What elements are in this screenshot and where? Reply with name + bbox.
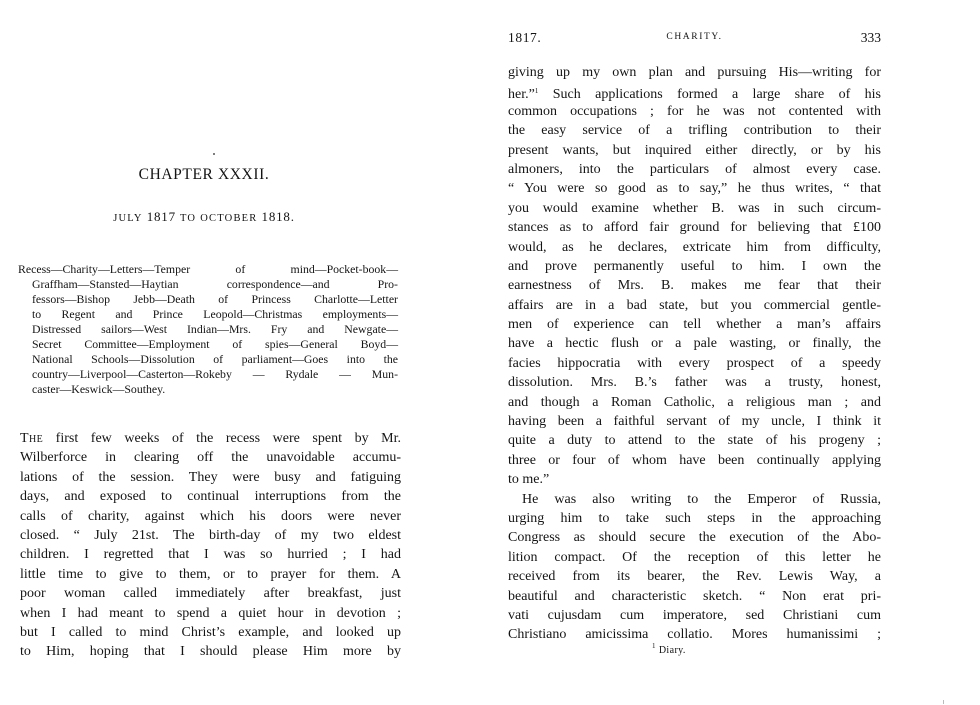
- body-line: lition compact. Of the reception of this letter he: [508, 549, 881, 565]
- date-year-end: 1818.: [261, 209, 295, 224]
- footnote-reference: 1: [534, 87, 539, 96]
- chapter-title: CHAPTER XXXII.: [138, 166, 270, 183]
- chapter-synopsis: [18, 262, 398, 397]
- body-line: He was also writing to the Emperor of Russia,: [522, 491, 881, 507]
- body-line: to me.”: [508, 472, 550, 488]
- left-body-text: [20, 429, 401, 662]
- body-line: facies hippocratia with every prospect of a speedy: [508, 355, 881, 371]
- body-line: dissolution. Mrs. B.’s father was a trusty, honest,: [508, 375, 881, 391]
- body-line: children. I regretted that I was so hurried ; I had: [20, 547, 401, 563]
- date-year-start: 1817: [146, 209, 176, 224]
- body-line: three or four of whom have been continually applying: [508, 452, 881, 468]
- printer-dot: [213, 153, 215, 155]
- date-month-end: OCTOBER: [200, 213, 258, 224]
- synopsis-line: National Schools—Dissolution of parliament—Goes into the: [32, 352, 398, 366]
- body-line: to Him, hoping that I should please Him more by: [20, 644, 401, 660]
- body-line: poor woman called immediately after breakfast, just: [20, 586, 401, 602]
- opening-word: The: [20, 431, 44, 446]
- synopsis-line: Graffham—Stansted—Haytian correspondence—and Pro-: [32, 277, 398, 291]
- body-line: lations of the session. They were busy and fatiguing: [20, 469, 401, 485]
- synopsis-line: fessors—Bishop Jebb—Death of Princess Charlotte—Letter: [32, 292, 398, 306]
- body-line: when I had meant to spend a quiet hour in devotion ;: [20, 605, 401, 621]
- body-line: stances as to afford fair ground for believing that £100: [508, 220, 881, 236]
- body-line: have a hectic flush or a pale wasting, or finally, the: [508, 336, 881, 352]
- footnote-marker: 1: [652, 642, 656, 650]
- body-line-end: Such applications formed a large share of his: [538, 87, 881, 103]
- body-line: affairs are in a bad state, but you commercial gentle-: [508, 297, 881, 313]
- body-line: urging him to take such steps in the approaching: [508, 510, 881, 526]
- date-month-start: JULY: [113, 213, 143, 224]
- body-line: you would examine whether B. was in such circum-: [508, 200, 881, 216]
- body-line: received from its bearer, the Rev. Lewis Way, a: [508, 569, 881, 585]
- scan-edge-mark: [943, 700, 944, 704]
- footnote-text: Diary.: [658, 645, 686, 656]
- body-line: “ You were so good as to say,” he thus writes, “ that: [508, 181, 881, 197]
- running-head-year: 1817.: [508, 30, 542, 45]
- running-head-title: CHARITY.: [666, 32, 723, 42]
- synopsis-line: Secret Committee—Employment of spies—General Boyd—: [32, 337, 398, 351]
- body-line: Congress as should secure the execution of the Abo-: [508, 530, 881, 546]
- body-line: giving up my own plan and pursuing His—writing for: [508, 65, 881, 80]
- body-line: common occupations ; for he was not contented with: [508, 103, 881, 119]
- body-line: vati cujusdam cum imperatore, sed Christiani cum: [508, 607, 881, 623]
- body-line: calls of charity, against which his doors were never: [20, 508, 401, 524]
- body-line: [20, 429, 401, 448]
- body-line: would, as he declares, extricate him from difficulty,: [508, 239, 881, 255]
- body-line: the easy service of a trifling contribution to their: [508, 123, 881, 139]
- right-page: [490, 0, 980, 705]
- body-line-start: her.”: [508, 87, 535, 103]
- body-line: but I called to mind Christ’s example, and looked up: [20, 624, 401, 640]
- body-line: quite a duty to attend to the state of his progeny ;: [508, 433, 881, 449]
- body-line: almoners, into the particulars of almost every case.: [508, 161, 881, 177]
- body-line: [508, 82, 881, 101]
- body-line: Christiano amicissima collatio. Mores humanissimi ;: [508, 627, 881, 643]
- body-line: little time to give to them, or to prayer for them. A: [20, 566, 401, 582]
- body-line: present wants, but inquired either directly, or by his: [508, 142, 881, 158]
- synopsis-line: caster—Keswick—Southey.: [32, 382, 166, 396]
- date-to: TO: [179, 213, 197, 224]
- footnote: [652, 642, 686, 656]
- page-number: 333: [860, 30, 881, 45]
- body-line: days, and exposed to continual interruptions from the: [20, 489, 401, 505]
- body-line: and though a Roman Catholic, a religious man ; and: [508, 394, 881, 410]
- synopsis-line: to Regent and Prince Leopold—Christmas employments—: [32, 307, 398, 321]
- running-head: [508, 30, 881, 50]
- body-line: and prove permanently useful to him. I own the: [508, 258, 881, 274]
- synopsis-line: Recess—Charity—Letters—Temper of mind—Pocket-book—: [18, 262, 398, 276]
- body-line: earnestness of Mrs. B. makes me fear that their: [508, 278, 881, 294]
- chapter-date-range: [0, 209, 408, 225]
- body-line: closed. “ July 21st. The birth-day of my two eldest: [20, 527, 401, 543]
- body-line: beautiful and characteristic sketch. “ Non erat pri-: [508, 588, 881, 604]
- body-line: men of experience can tell whether a man’s affairs: [508, 317, 881, 333]
- right-body-text: [508, 63, 881, 645]
- synopsis-line: country—Liverpool—Casterton—Rokeby — Rydale — Mun-: [32, 367, 398, 381]
- body-line: Wilberforce in clearing off the unavoidable accumu-: [20, 450, 401, 466]
- opening-line-rest: first few weeks of the recess were spent by Mr.: [43, 431, 401, 446]
- synopsis-line: Distressed sailors—West Indian—Mrs. Fry and Newgate—: [32, 322, 398, 336]
- body-line: having been a faithful servant of my uncle, I think it: [508, 414, 881, 430]
